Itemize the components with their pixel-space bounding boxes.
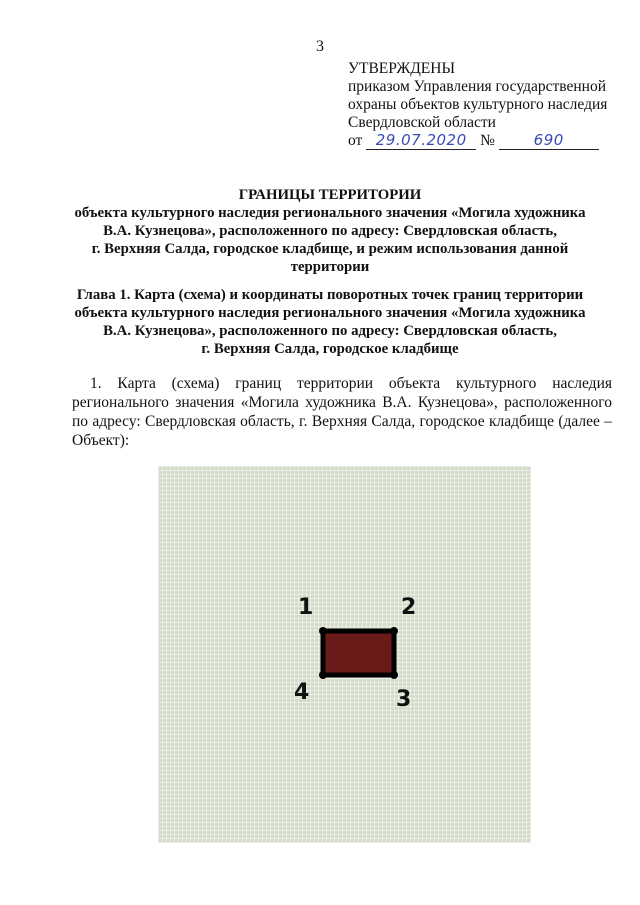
handwritten-number: 690 [533,131,564,149]
vertex-marker [390,671,398,679]
title-line: территории [290,259,370,275]
point-label-3: 3 [396,687,412,712]
approval-date-row [348,132,618,150]
approval-heading: УТВЕРЖДЕНЫ [348,60,455,77]
handwritten-date: 29.07.2020 [375,131,467,149]
chapter-line: В.А. Кузнецова», расположенного по адресу: Свердловская область, [103,323,557,339]
date-prefix: от [348,132,363,149]
boundary-map-svg [158,466,531,843]
chapter-line: объекта культурного наследия регионального значения «Могила художника [74,305,586,321]
approval-line: охраны объектов культурного наследия [348,96,608,113]
boundary-map [158,466,531,843]
approval-stamp [348,60,618,150]
document-title [60,186,600,276]
title-line: объекта культурного наследия регионального значения «Могила художника [74,205,586,221]
title-line: г. Верхняя Салда, городское кладбище, и режим использования данной [91,241,569,257]
territory-polygon [323,631,394,675]
vertex-marker [390,627,398,635]
point-label-2: 2 [401,595,417,620]
chapter-line: г. Верхняя Салда, городское кладбище [201,341,459,357]
approval-line: Свердловской области [348,114,496,131]
number-prefix: № [480,132,495,149]
point-label-1: 1 [298,595,314,620]
title-line: В.А. Кузнецова», расположенного по адресу: Свердловская область, [103,223,557,239]
title-heading: ГРАНИЦЫ ТЕРРИТОРИИ [238,187,422,203]
body-paragraph: 1. Карта (схема) границ территории объекта культурного наследия регионального значения «Могила художника В.А. Кузнецова», расположенного по адресу: Свердловская область, г. Верхняя Салда, городское кладбище (далее – Объект): [72,375,612,449]
approval-line: приказом Управления государственной [348,78,607,95]
chapter-line: Глава 1. Карта (схема) и координаты поворотных точек границ территории [76,287,584,303]
vertex-marker [319,627,327,635]
page-number: 3 [316,38,324,55]
vertex-marker [319,671,327,679]
point-label-4: 4 [294,680,310,705]
chapter-heading [60,286,600,358]
